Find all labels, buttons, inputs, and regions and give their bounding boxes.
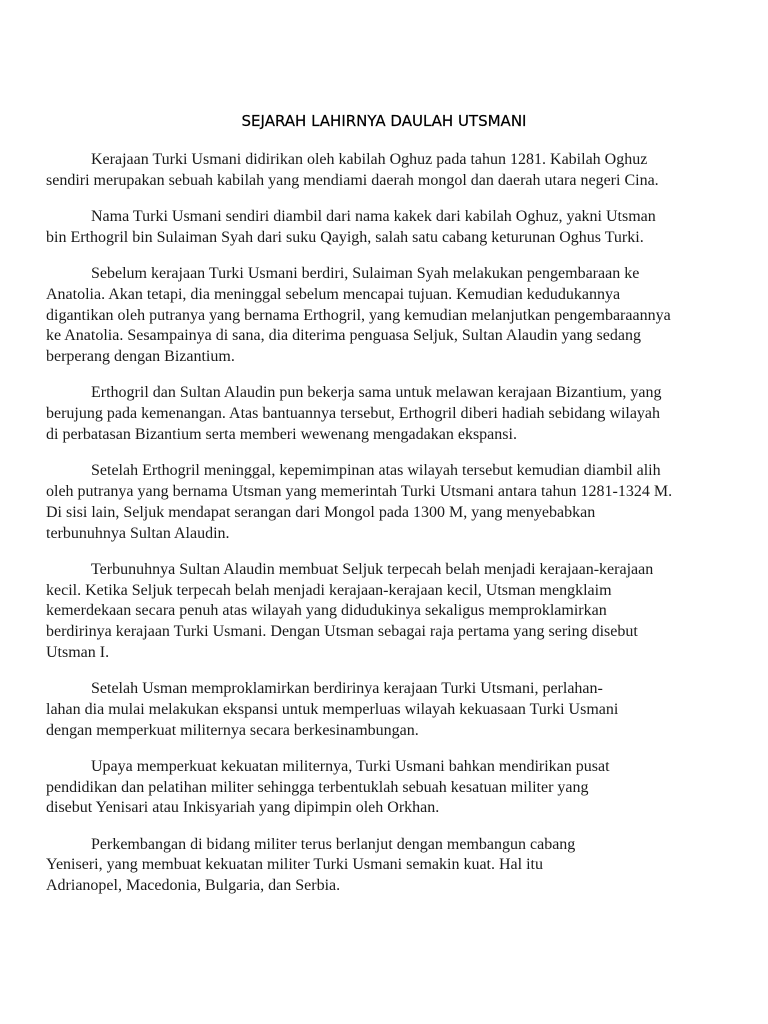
text-line: Terbunuhnya Sultan Alaudin membuat Seljuk terpecah belah menjadi kerajaan-kerajaan (91, 560, 654, 578)
text-line: oleh putranya yang bernama Utsman yang memerintah Turki Utsmani antara tahun 1281-1324 M. (46, 482, 673, 500)
paragraph (46, 835, 740, 897)
text-line: berujung pada kemenangan. Atas bantuannya tersebut, Erthogril diberi hadiah sebidang wilayah (46, 405, 661, 423)
text-line: terbunuhnya Sultan Alaudin. (46, 524, 230, 542)
paragraph (46, 264, 740, 368)
text-line: pendidikan dan pelatihan militer sehingga terbentuklah sebuah kesatuan militer yang (46, 778, 589, 796)
text-line: dengan memperkuat militernya secara berkesinambungan. (46, 721, 419, 739)
text-line: Yeniseri, yang membuat kekuatan militer Turki Usmani semakin kuat. Hal itu (46, 856, 543, 874)
text-line: kecil. Ketika Seljuk terpecah belah menjadi kerajaan-kerajaan kecil, Utsman mengklaim (46, 581, 612, 599)
text-line: Nama Turki Usmani sendiri diambil dari nama kakek dari kabilah Oghuz, yakni Utsman (91, 207, 656, 225)
text-line: Anatolia. Akan tetapi, dia meninggal sebelum mencapai tujuan. Kemudian kedudukannya (46, 285, 621, 303)
text-line: sendiri merupakan sebuah kabilah yang mendiami daerah mongol dan daerah utara negeri Cina. (46, 171, 659, 189)
text-line: Sebelum kerajaan Turki Usmani berdiri, Sulaiman Syah melakukan pengembaraan ke (91, 264, 640, 282)
document-body (46, 150, 740, 912)
text-line: Utsman I. (46, 643, 110, 661)
paragraph (46, 207, 740, 249)
text-line: Adrianopel, Macedonia, Bulgaria, dan Serbia. (46, 877, 341, 895)
paragraph (46, 150, 740, 192)
text-line: Kerajaan Turki Usmani didirikan oleh kabilah Oghuz pada tahun 1281. Kabilah Oghuz (91, 151, 648, 168)
text-line: berperang dengan Bizantium. (46, 348, 235, 366)
text-line: berdirinya kerajaan Turki Usmani. Dengan Utsman sebagai raja pertama yang sering disebut (46, 623, 638, 641)
paragraph (46, 560, 740, 664)
text-line: di perbatasan Bizantium serta memberi wewenang mengadakan ekspansi. (46, 425, 517, 443)
text-line: Upaya memperkuat kekuatan militernya, Turki Usmani bahkan mendirikan pusat (91, 757, 610, 775)
text-line: kemerdekaan secara penuh atas wilayah yang didudukinya sekaligus memproklamirkan (46, 602, 607, 620)
text-line: Setelah Erthogril meninggal, kepemimpinan atas wilayah tersebut kemudian diambil alih (91, 462, 661, 480)
paragraph (46, 757, 740, 819)
text-line: Setelah Usman memproklamirkan berdirinya kerajaan Turki Utsmani, perlahan- (91, 680, 603, 698)
text-line: lahan dia mulai melakukan ekspansi untuk memperluas wilayah kekuasaan Turki Usmani (46, 700, 619, 718)
text-line: Di sisi lain, Seljuk mendapat serangan dari Mongol pada 1300 M, yang menyebabkan (46, 503, 596, 521)
text-line: digantikan oleh putranya yang bernama Erthogril, yang kemudian melanjutkan pengembaraannya (46, 306, 671, 324)
text-line: Erthogril dan Sultan Alaudin pun bekerja sama untuk melawan kerajaan Bizantium, yang (91, 384, 662, 402)
paragraph (46, 383, 740, 445)
text-line: bin Erthogril bin Sulaiman Syah dari suku Qayigh, salah satu cabang keturunan Oghus Turki. (46, 228, 644, 246)
paragraph (46, 461, 740, 544)
paragraph (46, 679, 740, 741)
document-title: SEJARAH LAHIRNYA DAULAH UTSMANI (241, 112, 527, 130)
text-line: disebut Yenisari atau Inkisyariah yang dipimpin oleh Orkhan. (46, 799, 440, 817)
text-line: Perkembangan di bidang militer terus berlanjut dengan membangun cabang (91, 835, 576, 853)
text-line: ke Anatolia. Sesampainya di sana, dia diterima penguasa Seljuk, Sultan Alaudin yang sedang (46, 327, 641, 345)
